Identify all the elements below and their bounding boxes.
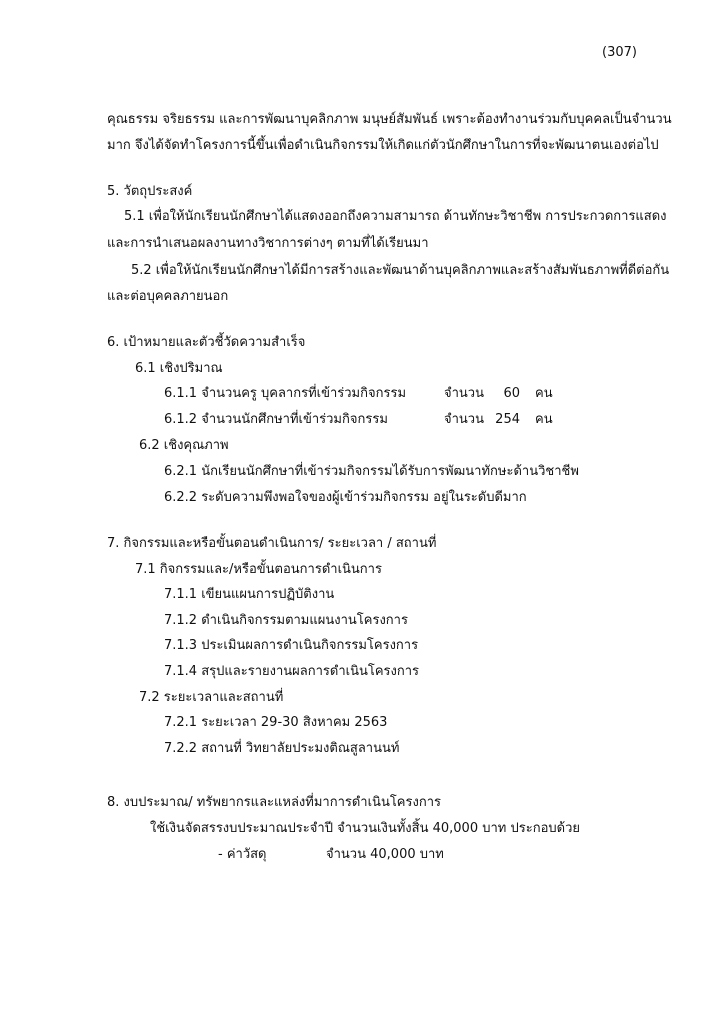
quantity-row-label: 6.1.1 จำนวนครู บุคลากรที่เข้าร่วมกิจกรรม [164, 386, 407, 401]
activity-item: 7.1.1 เขียนแผนการปฏิบัติงาน [164, 587, 335, 602]
budget-item-amount: จำนวน 40,000 บาท [326, 847, 444, 862]
budget-item: - ค่าวัสดุ [218, 847, 267, 862]
activity-item: 7.1.4 สรุปและรายงานผลการดำเนินโครงการ [164, 664, 419, 679]
qualitative-heading: 6.2 เชิงคุณภาพ [139, 438, 229, 453]
quantity-row-word: จำนวน [444, 412, 484, 427]
place-item: 7.2.2 สถานที่ วิทยาลัยประมงติณสูลานนท์ [164, 741, 400, 756]
activity-item: 7.1.3 ประเมินผลการดำเนินกิจกรรมโครงการ [164, 638, 419, 653]
quantity-row-unit: คน [535, 386, 553, 401]
intro-line-2: มาก จึงได้จัดทำโครงการนี้ขึ้นเพื่อดำเนินกิจกรรมให้เกิดแก่ตัวนักศึกษาในการที่จะพัฒนาตนเองต่อไป [107, 138, 659, 153]
activities-heading: 7.1 กิจกรรมและ/หรือขั้นตอนการดำเนินการ [135, 562, 382, 577]
qualitative-item-2: 6.2.2 ระดับความพึงพอใจของผู้เข้าร่วมกิจกรรม อยู่ในระดับดีมาก [164, 490, 527, 505]
objective-5-1-line-2: และการนำเสนอผลงานทางวิชาการต่างๆ ตามที่ได้เรียนมา [107, 236, 429, 251]
activity-item: 7.1.2 ดำเนินกิจกรรมตามแผนงานโครงการ [164, 613, 408, 628]
quantity-value: 60 [503, 386, 520, 401]
quantity-row-value [490, 411, 520, 429]
qualitative-item-1: 6.2.1 นักเรียนนักศึกษาที่เข้าร่วมกิจกรรมได้รับการพัฒนาทักษะด้านวิชาชีพ [164, 464, 579, 479]
quantitative-heading: 6.1 เชิงปริมาณ [135, 361, 223, 376]
intro-line-1: คุณธรรม จริยธรรม และการพัฒนาบุคลิกภาพ มนุษย์สัมพันธ์ เพราะต้องทำงานร่วมกับบุคคลเป็นจำนวน [107, 112, 672, 127]
objective-5-1-line-1: 5.1 เพื่อให้นักเรียนนักศึกษาได้แสดงออกถึงความสามารถ ด้านทักษะวิชาชีพ การประกวดการแสดง [124, 209, 667, 224]
quantity-row-unit: คน [535, 412, 553, 427]
section-7-title: 7. กิจกรรมและหรือขั้นตอนดำเนินการ/ ระยะเวลา / สถานที่ [107, 536, 437, 551]
objective-5-2-line-2: และต่อบุคคลภายนอก [107, 289, 229, 304]
quantity-value: 254 [495, 412, 520, 427]
quantity-row [164, 385, 406, 403]
time-item: 7.2.1 ระยะเวลา 29-30 สิงหาคม 2563 [164, 715, 388, 730]
section-6-title: 6. เป้าหมายและตัวชี้วัดความสำเร็จ [107, 335, 306, 350]
page-number: (307) [602, 45, 637, 60]
quantity-row-label: 6.1.2 จำนวนนักศึกษาที่เข้าร่วมกิจกรรม [164, 412, 388, 427]
objective-5-2-line-1: 5.2 เพื่อให้นักเรียนนักศึกษาได้มีการสร้างและพัฒนาด้านบุคลิกภาพและสร้างสัมพันธภาพที่ดีต่อกัน [131, 263, 670, 278]
time-place-heading: 7.2 ระยะเวลาและสถานที่ [139, 690, 284, 705]
quantity-row-value [490, 385, 520, 403]
section-5-title: 5. วัตถุประสงค์ [107, 184, 193, 199]
quantity-row [164, 411, 388, 429]
budget-line: ใช้เงินจัดสรรงบประมาณประจำปี จำนวนเงินทั้งสิ้น 40,000 บาท ประกอบด้วย [150, 821, 580, 836]
section-8-title: 8. งบประมาณ/ ทรัพยากรและแหล่งที่มาการดำเนินโครงการ [107, 795, 441, 810]
quantity-row-word: จำนวน [444, 386, 484, 401]
